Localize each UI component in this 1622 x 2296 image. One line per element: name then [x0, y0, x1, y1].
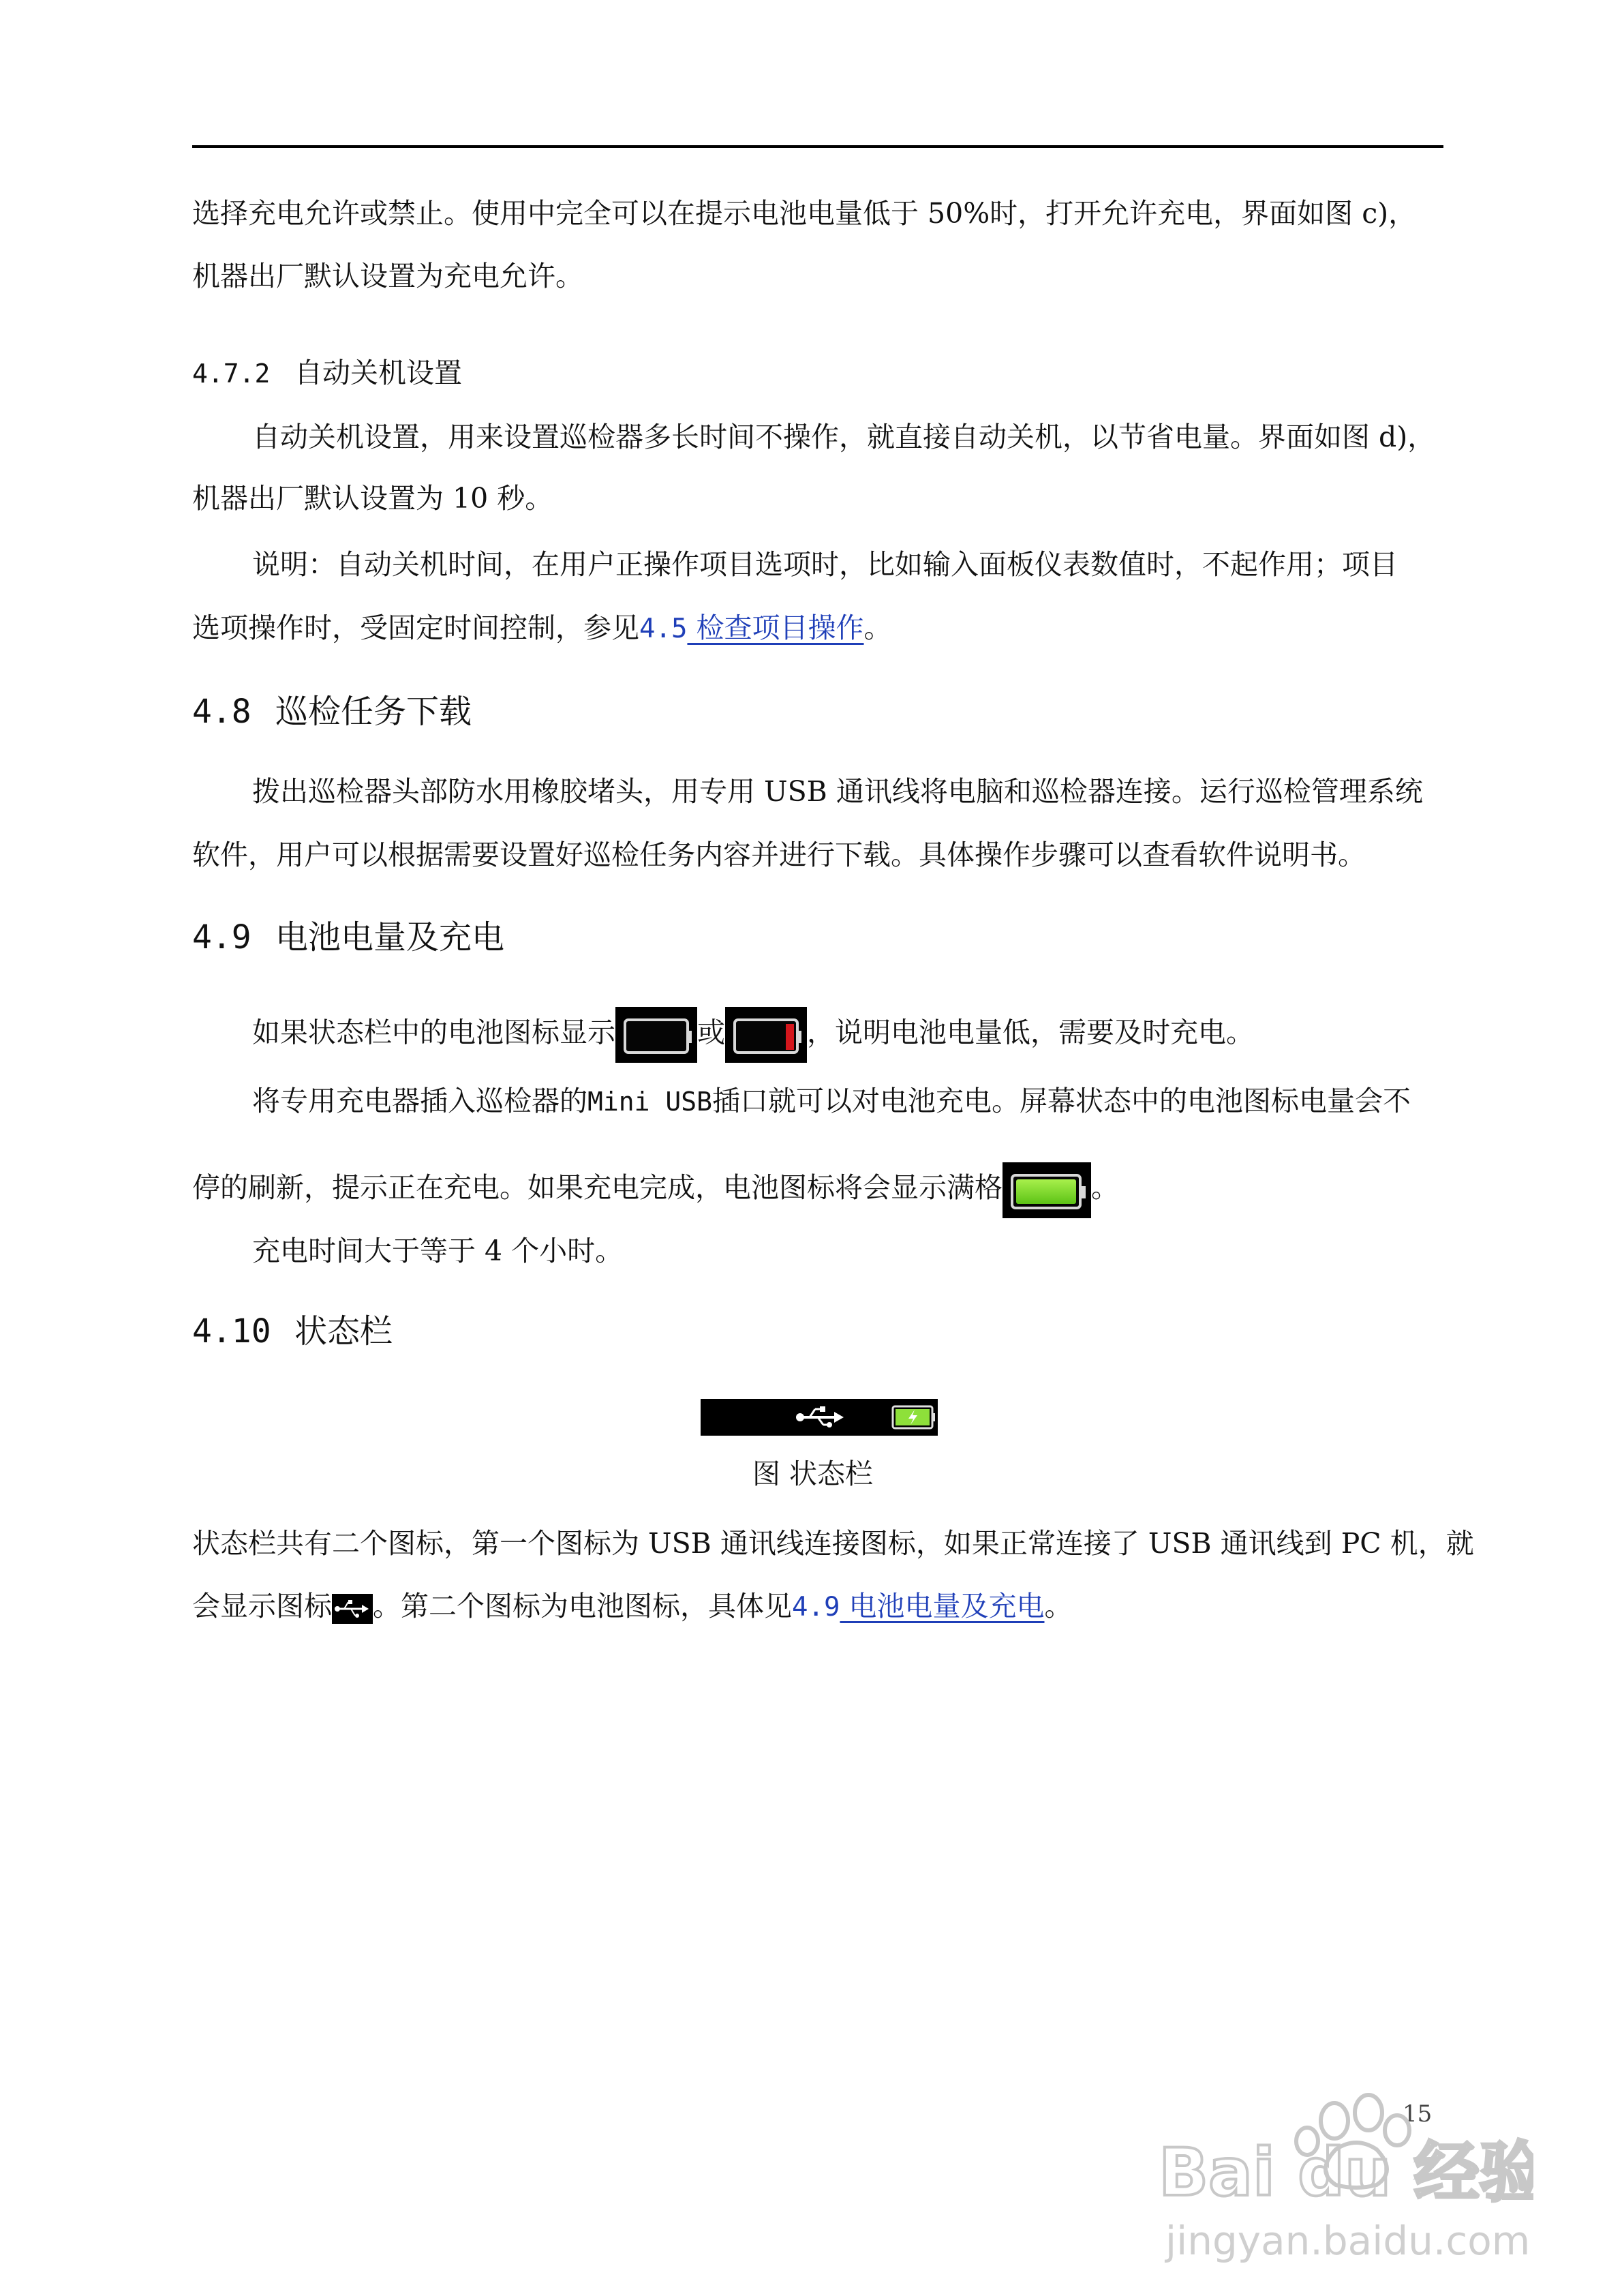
paragraph-download-line-1: 拨出巡检器头部防水用橡胶堵头，用专用 USB 通讯线将电脑和巡检器连接。运行巡检管理系统 [252, 775, 1423, 808]
section-title: 状态栏 [294, 1312, 393, 1350]
usb-icon [796, 1406, 844, 1428]
statusbar-text-mid: 。第二个图标为电池图标，具体见 [373, 1590, 792, 1622]
status-bar-figure [701, 1399, 938, 1436]
section-title: 自动关机设置 [294, 357, 462, 389]
battery-empty-icon [615, 1007, 697, 1063]
paragraph-note-line-1: 说明：自动关机时间，在用户正操作项目选项时，比如输入面板仪表数值时，不起作用；项目 [252, 548, 1398, 581]
section-heading-4-9 [192, 917, 504, 958]
paragraph-download-line-2: 软件，用户可以根据需要设置好巡检任务内容并进行下载。具体操作步骤可以查看软件说明书。 [192, 839, 1366, 871]
paragraph-charge-time: 充电时间大于等于 4 个小时。 [252, 1235, 624, 1267]
section-number: 4.7.2 [192, 359, 271, 389]
paragraph-charge-line-2: 机器出厂默认设置为充电允许。 [192, 260, 583, 292]
link-text: 电池电量及充电 [848, 1590, 1045, 1622]
note-end: 。 [863, 611, 892, 644]
paragraph-charge-line-1: 选择充电允许或禁止。使用中完全可以在提示电池电量低于 50%时，打开允许充电，界面如图 c)， [192, 197, 1417, 230]
paragraph-battery-line-1 [252, 1007, 1254, 1063]
paragraph-auto-line-2: 机器出厂默认设置为 10 秒。 [192, 482, 553, 515]
note-text: 选项操作时，受固定时间控制，参见 [192, 611, 639, 644]
paragraph-auto-line-1: 自动关机设置，用来设置巡检器多长时间不操作，就直接自动关机，以节省电量。界面如图 d)， [252, 421, 1436, 453]
refresh-end: 。 [1091, 1171, 1119, 1204]
section-heading-4-8 [192, 691, 472, 732]
paragraph-statusbar-line-2 [192, 1586, 1073, 1628]
link-number: 4.5 [639, 614, 688, 644]
figure-caption: 图 状态栏 [752, 1457, 874, 1490]
battery-low-icon [725, 1007, 807, 1063]
watermark-brand: Bai du 经验 [1159, 2134, 1533, 2211]
charge-text-post: 插口就可以对电池充电。屏幕状态中的电池图标电量会不 [712, 1085, 1411, 1117]
header-rule [192, 145, 1443, 148]
watermark-url: jingyan.baidu.com [1165, 2218, 1531, 2264]
usb-icon [332, 1594, 373, 1624]
link-number: 4.9 [792, 1592, 840, 1622]
mini-usb-text: Mini USB [587, 1087, 713, 1117]
battery-text-or: 或 [697, 1016, 725, 1049]
paragraph-battery-line-3 [192, 1160, 1119, 1218]
charge-text-pre: 将专用充电器插入巡检器的 [252, 1085, 587, 1117]
battery-text-post: ，说明电池电量低，需要及时充电。 [807, 1016, 1254, 1049]
battery-full-icon [1003, 1162, 1091, 1218]
battery-text-pre: 如果状态栏中的电池图标显示 [252, 1016, 615, 1049]
battery-charging-icon [893, 1406, 935, 1428]
section-heading-4-10 [192, 1311, 393, 1352]
statusbar-text-end: 。 [1044, 1590, 1073, 1622]
section-title: 电池电量及充电 [275, 918, 505, 956]
section-heading-4-7-2 [192, 356, 462, 391]
refresh-text: 停的刷新，提示正在充电。如果充电完成，电池图标将会显示满格 [192, 1171, 1003, 1204]
link-section-4-9[interactable] [792, 1590, 1045, 1622]
statusbar-text-pre: 会显示图标 [192, 1590, 332, 1622]
baidu-paw-logo [1152, 2076, 1533, 2280]
baidu-jingyan-watermark [1152, 2076, 1533, 2280]
paragraph-note-line-2 [192, 611, 892, 646]
link-text: 检查项目操作 [696, 611, 864, 644]
paragraph-battery-line-2 [252, 1084, 1411, 1119]
paragraph-statusbar-line-1: 状态栏共有二个图标，第一个图标为 USB 通讯线连接图标，如果正常连接了 USB 通讯线到 PC 机，就 [192, 1527, 1474, 1560]
section-title: 巡检任务下载 [275, 693, 472, 731]
section-number: 4.8 [192, 693, 251, 731]
section-number: 4.10 [192, 1312, 271, 1350]
page-number: 15 [1403, 2100, 1433, 2128]
section-number: 4.9 [192, 918, 251, 956]
link-section-4-5[interactable] [639, 611, 864, 644]
status-bar-graphic [701, 1399, 938, 1436]
